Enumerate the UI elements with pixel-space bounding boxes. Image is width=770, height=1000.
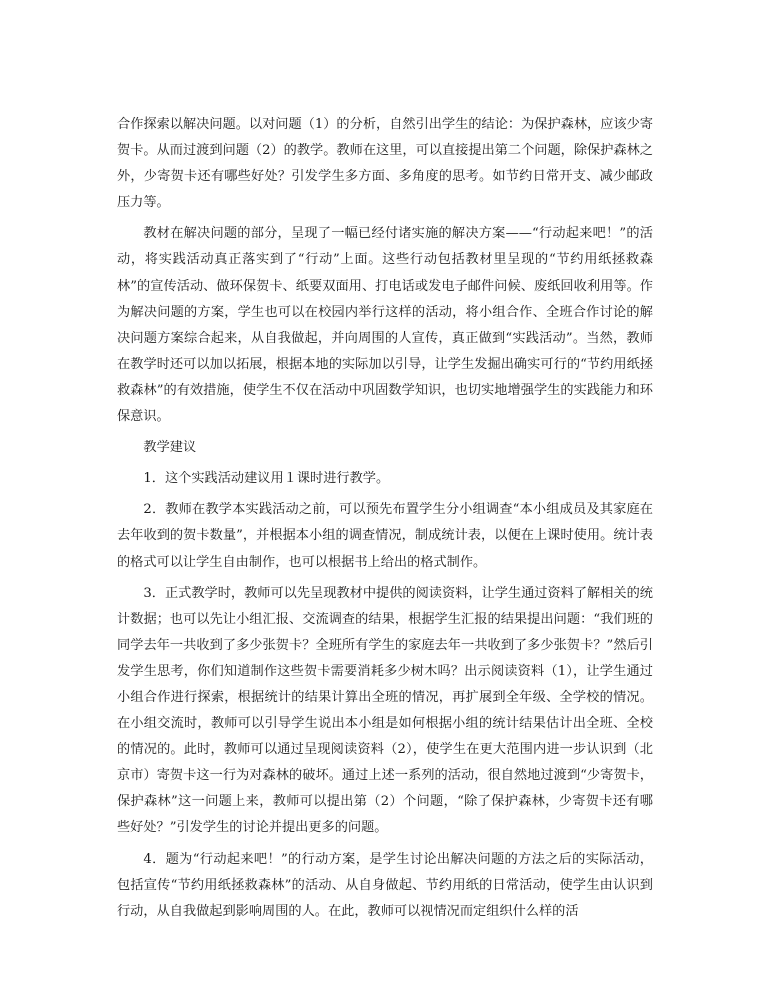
suggestion-item-1: 1．这个实践活动建议用１课时进行教学。 [143,471,390,487]
suggestion-item-4: 4．题为“行动起来吧！”的行动方案，是学生讨论出解决问题的方法之后的实际活动，包括宣传“节约用纸拯救森林”的活动、从自身做起、节约用纸的日常活动，使学生由认识到行动，从自我做起到影响周围的人。在此，教师可以视情况而定组织什么样的活 [117,851,653,919]
paragraph-textbook-solution: 教材在解决问题的部分，呈现了一幅已经付诸实施的解决方案——“行动起来吧！”的活动，将实践活动真正落实到了“行动”上面。这些行动包括教材里呈现的“节约用纸拯救森林”的宣传活动、做环保贺卡、纸要双面用、打电话或发电子邮件问候、废纸回收利用等。作为解决问题的方案，学生也可以在校园内举行这样的活动，将小组合作、全班合作讨论的解决问题方案综合起来，从自我做起，并向周围的人宣传，真正做到“实践活动”。当然，教师在教学时还可以加以拓展，根据本地的实际加以引导，让学生发掘出确实可行的“节约用纸拯救森林”的有效措施，使学生不仅在活动中巩固数学知识，也切实地增强学生的实践能力和环保意识。 [117,226,653,425]
document-body [117,112,653,925]
suggestion-item-3: 3．正式教学时，教师可以先呈现教材中提供的阅读资料，让学生通过资料了解相关的统计数据；也可以先让小组汇报、交流调查的结果，根据学生汇报的结果提出问题：“我们班的同学去年一共收到了多少张贺卡？全班所有学生的家庭去年一共收到了多少张贺卡？”然后引发学生思考，你们知道制作这些贺卡需要消耗多少树木吗？出示阅读资料（1），让学生通过小组合作进行探索，根据统计的结果计算出全班的情况，再扩展到全年级、全学校的情况。在小组交流时，教师可以引导学生说出本小组是如何根据小组的统计结果估计出全班、全校的情况的。此时，教师可以通过呈现阅读资料（2），使学生在更大范围内进一步认识到（北京市）寄贺卡这一行为对森林的破坏。通过上述一系列的活动，很自然地过渡到“少寄贺卡，保护森林”这一问题上来，教师可以提出第（2）个问题，“除了保护森林，少寄贺卡还有哪些好处？”引发学生的讨论并提出更多的问题。 [117,585,653,836]
suggestion-item-2: 2．教师在教学本实践活动之前，可以预先布置学生分小组调查“本小组成员及其家庭在去年收到的贺卡数量”，并根据本小组的调查情况，制成统计表，以便在上课时使用。统计表的格式可以让学生自由制作，也可以根据书上给出的格式制作。 [117,502,653,570]
paragraph-continuation: 合作探索以解决问题。以对问题（1）的分析，自然引出学生的结论：为保护森林，应该少寄贺卡。从而过渡到问题（2）的教学。教师在这里，可以直接提出第二个问题，除保护森林之外，少寄贺卡还有哪些好处？引发学生多方面、多角度的思考。如节约日常开支、减少邮政压力等。 [117,117,653,211]
section-heading-teaching-suggestions: 教学建议 [143,440,197,456]
